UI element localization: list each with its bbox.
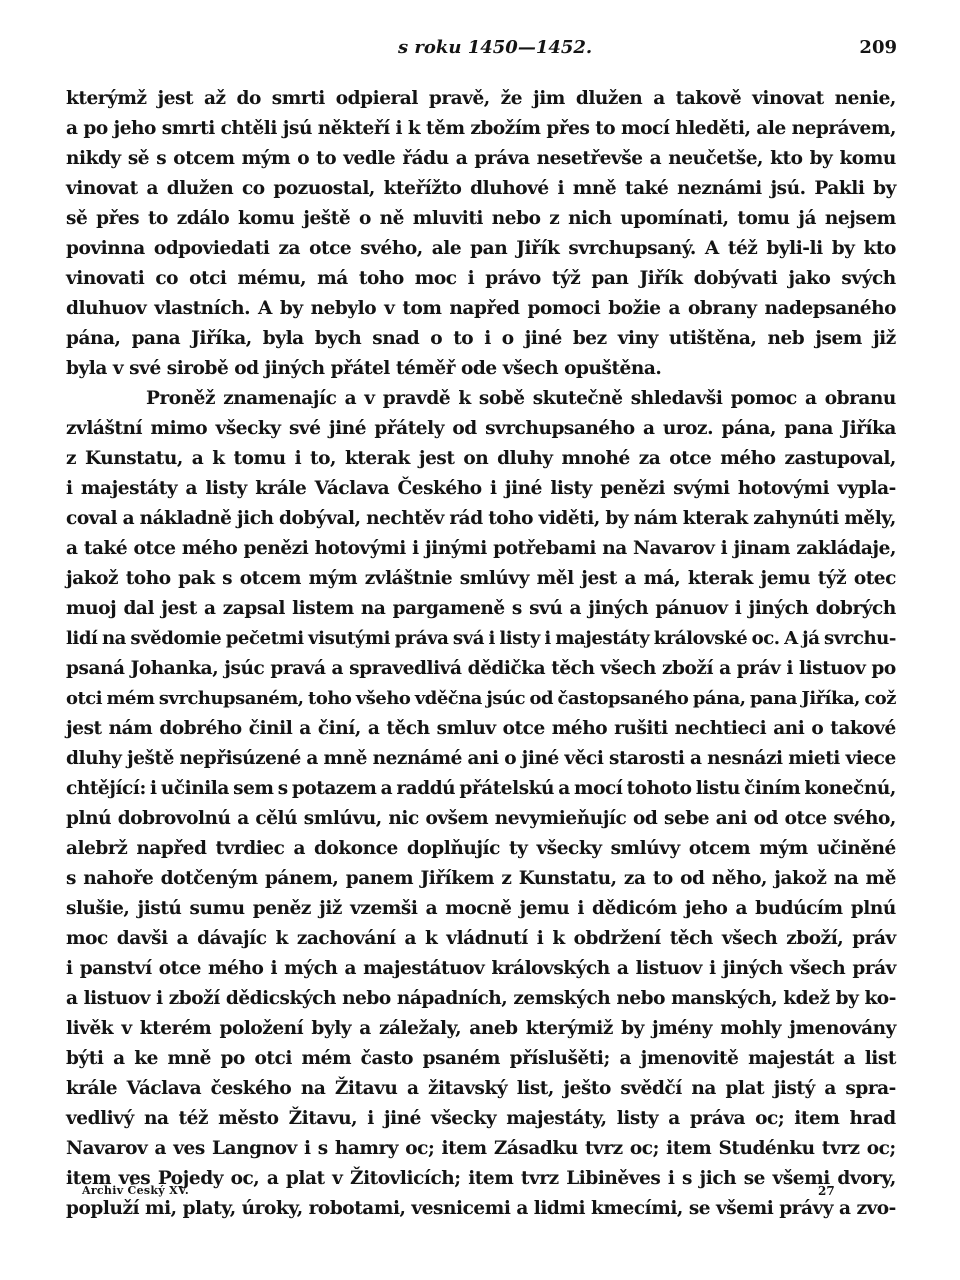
text-line: chtějící: i učinila sem s potazem a raddú přátelskú a mocí tohoto listu činím konečnú, (66, 778, 896, 799)
text-line: a listuov i zboží dědicských nebo nápadních, zemských nebo manských, kdež by ko- (66, 988, 896, 1009)
text-line: krále Václava českého na Žitavu a žitavský list, ješto svědčí na plat jistý a spra- (66, 1078, 896, 1099)
text-line: vinovat a dlužen co pozuostal, kteřížto dluhové i mně také neznámi jsú. Pakli by (66, 178, 896, 199)
text-line: i majestáty a listy krále Václava Českého i jiné listy penězi svými hotovými vypla- (66, 478, 896, 499)
text-line: a také otce mého penězi hotovými i jinými potřebami na Navarov i jinam zakládaje, (66, 538, 896, 559)
text-line: coval a nákladně jich dobýval, nechtěv rád toho viděti, by nám kterak zahynúti měly, (66, 508, 896, 529)
body-text (66, 84, 896, 1224)
text-line: jakož toho pak s otcem mým zvláštnie smlúvy měl jest a má, kterak jemu týž otec (66, 568, 896, 589)
page-footer (0, 1178, 960, 1204)
text-line: moc davši a dávajíc k zachování a k vládnutí i k obdržení těch všech zboží, práv (66, 928, 896, 949)
text-line: sě přes to zdálo komu ještě o ně mluviti nebo z nich upomínati, tomu já nejsem (66, 208, 896, 229)
footer-signature-number: 27 (818, 1184, 835, 1198)
text-line: zvláštní mimo všecky své jiné přátely od svrchupsaného a uroz. pána, pana Jiříka (66, 418, 896, 439)
text-line: slušie, jistú sumu peněz již vzemši a mocně jemu i dědicóm jeho a budúcím plnú (66, 898, 896, 919)
text-line: nikdy sě s otcem mým o to vedle řádu a práva nesetřevše a neučetše, kto by komu (66, 148, 896, 169)
text-line: pána, pana Jiříka, byla bych snad o to i o jiné bez viny utištěna, neb jsem již (66, 328, 896, 349)
text-line: dluhuov vlastních. A by nebylo v tom napřed pomoci božie a obrany nadepsaného (66, 298, 896, 319)
text-line: s nahoře dotčeným pánem, panem Jiříkem z Kunstatu, za to od něho, jakož na mě (66, 868, 896, 889)
text-line: jest nám dobrého činil a činí, a těch smluv otce mého rušiti nechtieci ani o takové (66, 718, 896, 739)
text-line: a po jeho smrti chtěli jsú někteří i k těm zbožím přes to mocí hleděti, ale neprávem, (66, 118, 896, 139)
text-line: Navarov a ves Langnov i s hamry oc; item Zásadku tvrz oc; item Studénku tvrz oc; (66, 1138, 896, 1159)
text-line: dluhy ještě nepřisúzené a mně neznámé ani o jiné věci starosti a nesnázi mieti viece (66, 748, 896, 769)
page-number: 209 (859, 37, 897, 58)
text-line: byla v své sirobě od jiných přátel téměř ode všech opuštěna. (66, 358, 662, 379)
text-line: vinovati co otci mému, má toho moc i právo týž pan Jiřík dobývati jako svých (66, 268, 896, 289)
text-line: popluží mi, platy, úroky, robotami, vesnicemi a lidmi kmecími, se všemi právy a zvo- (66, 1198, 896, 1219)
text-line: z Kunstatu, a k tomu i to, kterak jest on dluhy mnohé za otce mého zastupoval, (66, 448, 896, 469)
text-line: item ves Pojedy oc, a plat v Žitovlicích; item tvrz Libiněves i s jich se všemi dvory, (66, 1168, 896, 1189)
text-line: kterýmž jest až do smrti odpieral pravě, že jim dlužen a takově vinovat nenie, (66, 88, 896, 109)
text-line: alebrž napřed tvrdiec a dokonce doplňujíc ty všecky smlúvy otcem mým učiněné (66, 838, 896, 859)
text-line: muoj dal jest a zapsal listem na pargameně s svú a jiných pánuov i jiných dobrých (66, 598, 896, 619)
text-line: plnú dobrovolnú a cělú smlúvu, nic ovšem nevymieňujíc od sebe ani od otce svého, (66, 808, 896, 829)
text-line: livěk v kterém položení byly a záležaly, aneb kterýmiž by jmény mohly jmenovány (66, 1018, 896, 1039)
running-title: s roku 1450—1452. (398, 37, 593, 58)
text-line: býti a ke mně po otci mém často psaném příslušěti; a jmenovitě majestát a list (66, 1048, 896, 1069)
text-line: lidí na svědomie pečetmi visutými práva svá i listy i majestáty královské oc. A já svrchu- (66, 628, 896, 649)
text-line: povinna odpoviedati za otce svého, ale pan Jiřík svrchupsaný. A též byli-li by kto (66, 238, 896, 259)
text-line: psaná Johanka, jsúc pravá a spravedlivá dědička těch všech zboží a práv i listuov po (66, 658, 896, 679)
text-line: Proněž znamenajíc a v pravdě k sobě skutečně shledavši pomoc a obranu (146, 388, 896, 409)
text-line: vedlivý na též město Žitavu, i jiné všecky majestáty, listy a práva oc; item hrad (66, 1108, 896, 1129)
running-head (0, 30, 960, 66)
text-line: i panství otce mého i mých a majestátuov královských a listuov i jiných všech práv (66, 958, 896, 979)
footer-signature-label: Archiv Český XV. (82, 1184, 189, 1197)
text-line: otci mém svrchupsaném, toho všeho vděčna jsúc od častopsaného pána, pana Jiříka, což (66, 688, 896, 709)
